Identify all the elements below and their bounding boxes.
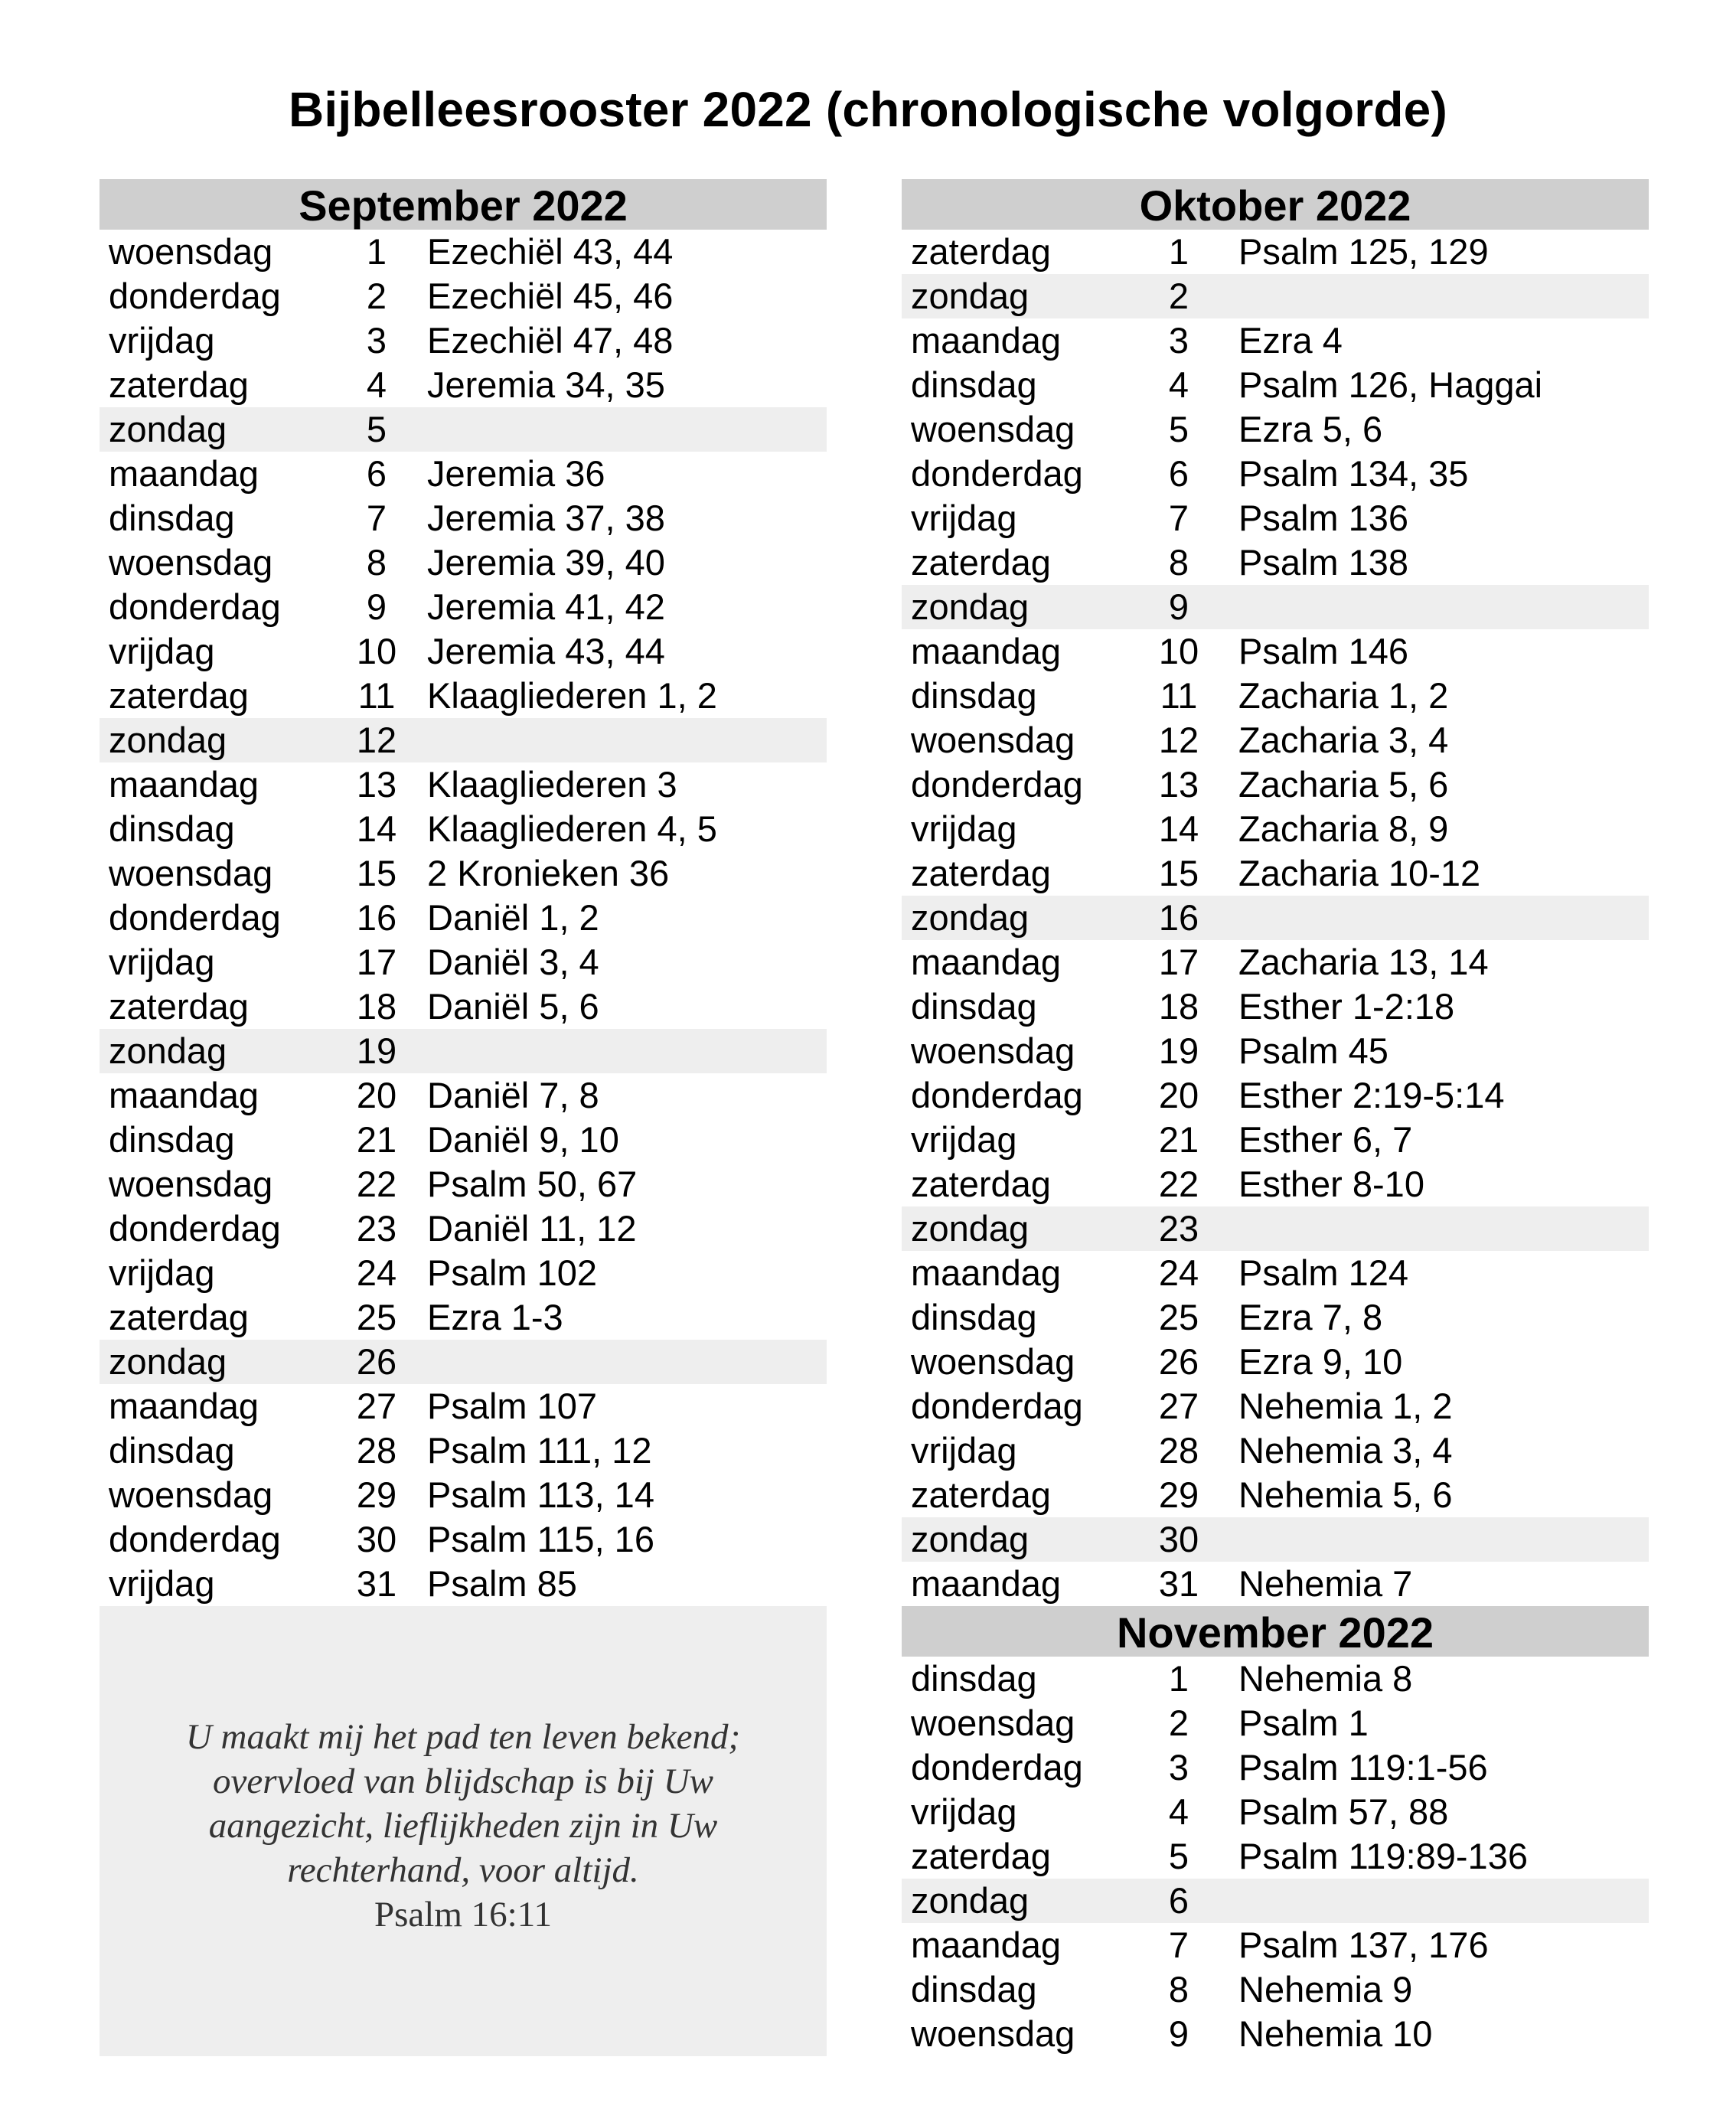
schedule-row bbox=[902, 807, 1649, 851]
date-number: 26 bbox=[1158, 1341, 1199, 1382]
schedule-row bbox=[902, 629, 1649, 674]
bible-reading: Jeremia 41, 42 bbox=[427, 586, 665, 627]
schedule-row bbox=[100, 896, 827, 940]
date-number: 5 bbox=[366, 409, 387, 449]
bible-reading: Jeremia 43, 44 bbox=[427, 631, 665, 671]
date-number: 3 bbox=[1168, 1747, 1189, 1788]
schedule-row bbox=[902, 1834, 1649, 1879]
schedule-row bbox=[902, 1790, 1649, 1834]
schedule-row bbox=[100, 1517, 827, 1562]
date-number: 1 bbox=[1168, 231, 1189, 272]
date-number: 16 bbox=[356, 897, 397, 938]
bible-reading: Daniël 5, 6 bbox=[427, 986, 599, 1027]
bible-reading: Esther 8-10 bbox=[1238, 1164, 1424, 1204]
date-number: 8 bbox=[366, 542, 387, 583]
date-number: 17 bbox=[356, 942, 397, 982]
bible-reading: Psalm 107 bbox=[427, 1386, 598, 1426]
schedule-row bbox=[902, 540, 1649, 585]
schedule-row bbox=[902, 896, 1649, 940]
date-number: 10 bbox=[1158, 631, 1199, 671]
weekday-label: zaterdag bbox=[109, 1297, 249, 1337]
bible-reading: Psalm 125, 129 bbox=[1238, 231, 1489, 272]
schedule-row bbox=[100, 407, 827, 452]
bible-reading: Psalm 50, 67 bbox=[427, 1164, 638, 1204]
schedule-row bbox=[902, 1967, 1649, 2012]
bible-reading: Psalm 57, 88 bbox=[1238, 1791, 1449, 1832]
date-number: 28 bbox=[356, 1430, 397, 1471]
bible-reading: Klaagliederen 3 bbox=[427, 764, 677, 805]
schedule-row bbox=[902, 1251, 1649, 1295]
schedule-row bbox=[902, 674, 1649, 718]
date-number: 1 bbox=[1168, 1658, 1189, 1699]
schedule-row bbox=[902, 1562, 1649, 1606]
date-number: 31 bbox=[1158, 1563, 1199, 1604]
date-number: 6 bbox=[1168, 1880, 1189, 1921]
weekday-label: zaterdag bbox=[109, 675, 249, 716]
date-number: 9 bbox=[366, 586, 387, 627]
weekday-label: dinsdag bbox=[109, 1430, 235, 1471]
weekday-label: vrijdag bbox=[911, 1791, 1017, 1832]
weekday-label: maandag bbox=[911, 1252, 1061, 1293]
date-number: 5 bbox=[1168, 409, 1189, 449]
quote-line: rechterhand, voor altijd. bbox=[287, 1850, 639, 1890]
weekday-label: zondag bbox=[911, 1208, 1030, 1249]
schedule-row bbox=[902, 718, 1649, 762]
weekday-label: maandag bbox=[109, 764, 259, 805]
weekday-label: maandag bbox=[911, 1563, 1061, 1604]
date-number: 12 bbox=[1158, 720, 1199, 760]
bible-reading: Daniël 11, 12 bbox=[427, 1208, 637, 1249]
schedule-row bbox=[100, 274, 827, 318]
schedule-row bbox=[902, 274, 1649, 318]
weekday-label: dinsdag bbox=[911, 1658, 1037, 1699]
schedule-row bbox=[902, 585, 1649, 629]
schedule-row bbox=[100, 1029, 827, 1073]
month-oktober bbox=[902, 179, 1649, 1606]
date-number: 11 bbox=[357, 675, 396, 716]
quote-line: overvloed van blijdschap is bij Uw bbox=[213, 1761, 713, 1801]
date-number: 14 bbox=[356, 808, 397, 849]
weekday-label: vrijdag bbox=[109, 1563, 215, 1604]
bible-reading: Ezra 4 bbox=[1238, 320, 1343, 361]
date-number: 16 bbox=[1158, 897, 1199, 938]
weekday-label: maandag bbox=[911, 320, 1061, 361]
schedule-row bbox=[100, 1562, 827, 1606]
bible-reading: Zacharia 8, 9 bbox=[1238, 808, 1449, 849]
bible-reading: Psalm 111, 12 bbox=[427, 1430, 652, 1471]
schedule-row bbox=[100, 318, 827, 363]
bible-reading: Psalm 115, 16 bbox=[427, 1519, 654, 1559]
weekday-label: woensdag bbox=[911, 409, 1075, 449]
date-number: 15 bbox=[1158, 853, 1199, 893]
schedule-row bbox=[902, 1517, 1649, 1562]
bible-reading: Ezechiël 47, 48 bbox=[427, 320, 674, 361]
date-number: 5 bbox=[1168, 1836, 1189, 1876]
bible-reading: Jeremia 39, 40 bbox=[427, 542, 665, 583]
page-title: Bijbelleesrooster 2022 (chronologische volgorde) bbox=[288, 82, 1447, 137]
weekday-label: vrijdag bbox=[911, 498, 1017, 538]
weekday-label: zondag bbox=[911, 276, 1030, 316]
bible-reading: 2 Kronieken 36 bbox=[427, 853, 670, 893]
date-number: 29 bbox=[1158, 1474, 1199, 1515]
date-number: 3 bbox=[366, 320, 387, 361]
date-number: 2 bbox=[1168, 1703, 1189, 1743]
bible-reading: Jeremia 34, 35 bbox=[427, 364, 665, 405]
bible-reading: Psalm 45 bbox=[1238, 1030, 1388, 1071]
schedule-row bbox=[902, 1073, 1649, 1118]
bible-reading: Zacharia 1, 2 bbox=[1238, 675, 1449, 716]
bible-reading: Daniël 7, 8 bbox=[427, 1075, 599, 1115]
schedule-row bbox=[902, 407, 1649, 452]
schedule-row bbox=[902, 1162, 1649, 1206]
bible-reading: Psalm 126, Haggai bbox=[1238, 364, 1543, 405]
schedule-row bbox=[902, 1206, 1649, 1251]
weekday-label: maandag bbox=[109, 453, 259, 494]
schedule-row bbox=[902, 1879, 1649, 1923]
weekday-label: zaterdag bbox=[911, 542, 1051, 583]
month-header-november: November 2022 bbox=[902, 1606, 1649, 1657]
date-number: 18 bbox=[1158, 986, 1199, 1027]
date-number: 21 bbox=[356, 1119, 397, 1160]
date-number: 4 bbox=[1168, 1791, 1189, 1832]
bible-reading: Ezra 9, 10 bbox=[1238, 1341, 1403, 1382]
date-number: 6 bbox=[1168, 453, 1189, 494]
schedule-row bbox=[100, 1295, 827, 1340]
bible-reading: Psalm 1 bbox=[1238, 1703, 1369, 1743]
date-number: 13 bbox=[1158, 764, 1199, 805]
weekday-label: vrijdag bbox=[109, 320, 215, 361]
schedule-row bbox=[902, 762, 1649, 807]
date-number: 22 bbox=[1158, 1164, 1199, 1204]
schedule-row bbox=[100, 1162, 827, 1206]
weekday-label: maandag bbox=[911, 1925, 1061, 1965]
schedule-row bbox=[100, 1428, 827, 1473]
weekday-label: woensdag bbox=[911, 2013, 1075, 2054]
weekday-label: donderdag bbox=[109, 276, 281, 316]
weekday-label: woensdag bbox=[109, 1164, 273, 1204]
schedule-row bbox=[100, 851, 827, 896]
weekday-label: donderdag bbox=[911, 1386, 1083, 1426]
bible-reading: Zacharia 5, 6 bbox=[1238, 764, 1449, 805]
weekday-label: zaterdag bbox=[911, 1164, 1051, 1204]
bible-reading: Psalm 138 bbox=[1238, 542, 1409, 583]
date-number: 20 bbox=[1158, 1075, 1199, 1115]
weekday-label: zondag bbox=[109, 409, 227, 449]
date-number: 27 bbox=[1158, 1386, 1199, 1426]
date-number: 18 bbox=[356, 986, 397, 1027]
schedule-row bbox=[902, 1118, 1649, 1162]
schedule-row bbox=[902, 1745, 1649, 1790]
date-number: 2 bbox=[366, 276, 387, 316]
quote-line: U maakt mij het pad ten leven bekend; bbox=[185, 1717, 741, 1757]
schedule-rows-september bbox=[100, 230, 827, 1606]
date-number: 8 bbox=[1168, 1969, 1189, 2010]
bible-reading: Nehemia 3, 4 bbox=[1238, 1430, 1453, 1471]
quote-box bbox=[100, 1606, 827, 2056]
date-number: 3 bbox=[1168, 320, 1189, 361]
date-number: 1 bbox=[366, 231, 387, 272]
date-number: 13 bbox=[356, 764, 397, 805]
weekday-label: woensdag bbox=[911, 720, 1075, 760]
date-number: 17 bbox=[1158, 942, 1199, 982]
schedule-row bbox=[100, 1340, 827, 1384]
quote-line: aangezicht, lieflijkheden zijn in Uw bbox=[208, 1806, 718, 1846]
weekday-label: zondag bbox=[911, 1880, 1030, 1921]
schedule-row bbox=[100, 452, 827, 496]
weekday-label: dinsdag bbox=[109, 1119, 235, 1160]
bible-reading: Nehemia 8 bbox=[1238, 1658, 1413, 1699]
weekday-label: zondag bbox=[911, 586, 1030, 627]
date-number: 31 bbox=[356, 1563, 397, 1604]
weekday-label: zaterdag bbox=[911, 231, 1051, 272]
date-number: 2 bbox=[1168, 276, 1189, 316]
bible-reading: Daniël 9, 10 bbox=[427, 1119, 619, 1160]
date-number: 23 bbox=[356, 1208, 397, 1249]
bible-reading: Klaagliederen 4, 5 bbox=[427, 808, 717, 849]
date-number: 24 bbox=[1158, 1252, 1199, 1293]
schedule-row bbox=[100, 718, 827, 762]
weekday-label: donderdag bbox=[109, 1208, 281, 1249]
weekday-label: donderdag bbox=[911, 453, 1083, 494]
date-number: 12 bbox=[356, 720, 397, 760]
date-number: 21 bbox=[1158, 1119, 1199, 1160]
month-september bbox=[100, 179, 827, 1606]
date-number: 6 bbox=[366, 453, 387, 494]
weekday-label: donderdag bbox=[911, 764, 1083, 805]
date-number: 26 bbox=[356, 1341, 397, 1382]
date-number: 20 bbox=[356, 1075, 397, 1115]
date-number: 25 bbox=[1158, 1297, 1199, 1337]
weekday-label: donderdag bbox=[911, 1747, 1083, 1788]
schedule-row bbox=[902, 363, 1649, 407]
quote-reference: Psalm 16:11 bbox=[374, 1895, 552, 1935]
weekday-label: donderdag bbox=[911, 1075, 1083, 1115]
schedule-row bbox=[902, 1340, 1649, 1384]
schedule-row bbox=[902, 851, 1649, 896]
bible-reading: Psalm 113, 14 bbox=[427, 1474, 654, 1515]
schedule-row bbox=[902, 1295, 1649, 1340]
date-number: 22 bbox=[356, 1164, 397, 1204]
bible-reading: Psalm 102 bbox=[427, 1252, 598, 1293]
weekday-label: dinsdag bbox=[911, 675, 1037, 716]
bible-reading: Ezra 1-3 bbox=[427, 1297, 563, 1337]
month-header-september: September 2022 bbox=[100, 179, 827, 230]
schedule-row bbox=[100, 629, 827, 674]
schedule-row bbox=[100, 1251, 827, 1295]
bible-reading: Ezra 5, 6 bbox=[1238, 409, 1383, 449]
schedule-rows-oktober bbox=[902, 230, 1649, 1606]
bible-reading: Zacharia 3, 4 bbox=[1238, 720, 1449, 760]
schedule-row bbox=[100, 230, 827, 274]
date-number: 8 bbox=[1168, 542, 1189, 583]
weekday-label: zaterdag bbox=[911, 1836, 1051, 1876]
weekday-label: woensdag bbox=[109, 231, 273, 272]
bible-reading: Ezechiël 45, 46 bbox=[427, 276, 674, 316]
bible-reading: Jeremia 36 bbox=[427, 453, 605, 494]
bible-reading: Psalm 119:89-136 bbox=[1238, 1836, 1528, 1876]
weekday-label: zaterdag bbox=[911, 1474, 1051, 1515]
weekday-label: dinsdag bbox=[109, 498, 235, 538]
weekday-label: vrijdag bbox=[109, 1252, 215, 1293]
schedule-row bbox=[902, 2012, 1649, 2056]
weekday-label: vrijdag bbox=[109, 631, 215, 671]
date-number: 11 bbox=[1160, 675, 1198, 716]
schedule-row bbox=[902, 1657, 1649, 1701]
bible-reading: Nehemia 5, 6 bbox=[1238, 1474, 1453, 1515]
weekday-label: donderdag bbox=[109, 897, 281, 938]
date-number: 27 bbox=[356, 1386, 397, 1426]
schedule-row bbox=[902, 940, 1649, 984]
weekday-label: zaterdag bbox=[109, 986, 249, 1027]
date-number: 23 bbox=[1158, 1208, 1199, 1249]
schedule-row bbox=[902, 1428, 1649, 1473]
schedule-row bbox=[100, 940, 827, 984]
schedule-row bbox=[902, 1473, 1649, 1517]
weekday-label: vrijdag bbox=[109, 942, 215, 982]
weekday-label: maandag bbox=[109, 1386, 259, 1426]
weekday-label: woensdag bbox=[911, 1030, 1075, 1071]
bible-reading: Klaagliederen 1, 2 bbox=[427, 675, 717, 716]
bible-reading: Ezra 7, 8 bbox=[1238, 1297, 1383, 1337]
quote-text bbox=[100, 1715, 827, 1937]
weekday-label: donderdag bbox=[109, 1519, 281, 1559]
date-number: 15 bbox=[356, 853, 397, 893]
bible-reading: Nehemia 7 bbox=[1238, 1563, 1413, 1604]
bible-reading: Nehemia 10 bbox=[1238, 2013, 1433, 2054]
weekday-label: maandag bbox=[109, 1075, 259, 1115]
date-number: 10 bbox=[356, 631, 397, 671]
date-number: 7 bbox=[1168, 498, 1189, 538]
schedule-row bbox=[100, 1384, 827, 1428]
date-number: 4 bbox=[1168, 364, 1189, 405]
schedule-row bbox=[100, 1118, 827, 1162]
month-header-oktober: Oktober 2022 bbox=[902, 179, 1649, 230]
bible-reading: Esther 2:19-5:14 bbox=[1238, 1075, 1505, 1115]
date-number: 9 bbox=[1168, 586, 1189, 627]
schedule-row bbox=[100, 585, 827, 629]
bible-reading: Daniël 3, 4 bbox=[427, 942, 599, 982]
weekday-label: donderdag bbox=[109, 586, 281, 627]
bible-reading: Ezechiël 43, 44 bbox=[427, 231, 674, 272]
weekday-label: vrijdag bbox=[911, 808, 1017, 849]
date-number: 9 bbox=[1168, 2013, 1189, 2054]
schedule-row bbox=[100, 540, 827, 585]
date-number: 19 bbox=[356, 1030, 397, 1071]
weekday-label: zondag bbox=[911, 1519, 1030, 1559]
date-number: 7 bbox=[1168, 1925, 1189, 1965]
weekday-label: woensdag bbox=[911, 1341, 1075, 1382]
weekday-label: dinsdag bbox=[911, 1969, 1037, 2010]
weekday-label: zondag bbox=[109, 720, 227, 760]
schedule-row bbox=[902, 1384, 1649, 1428]
bible-reading: Zacharia 10-12 bbox=[1238, 853, 1481, 893]
bible-reading: Psalm 85 bbox=[427, 1563, 577, 1604]
weekday-label: dinsdag bbox=[911, 1297, 1037, 1337]
schedule-row bbox=[100, 807, 827, 851]
schedule-row bbox=[902, 230, 1649, 274]
bible-reading: Psalm 137, 176 bbox=[1238, 1925, 1489, 1965]
bible-reading: Jeremia 37, 38 bbox=[427, 498, 665, 538]
schedule-row bbox=[902, 452, 1649, 496]
weekday-label: vrijdag bbox=[911, 1119, 1017, 1160]
weekday-label: vrijdag bbox=[911, 1430, 1017, 1471]
bible-reading: Nehemia 9 bbox=[1238, 1969, 1413, 2010]
weekday-label: zondag bbox=[109, 1030, 227, 1071]
schedule-row bbox=[100, 674, 827, 718]
september-column bbox=[100, 179, 827, 1606]
weekday-label: zondag bbox=[109, 1341, 227, 1382]
schedule-row bbox=[100, 496, 827, 540]
weekday-label: zondag bbox=[911, 897, 1030, 938]
schedule-row bbox=[902, 318, 1649, 363]
schedule-row bbox=[100, 1206, 827, 1251]
bible-reading: Esther 6, 7 bbox=[1238, 1119, 1413, 1160]
bible-reading: Psalm 124 bbox=[1238, 1252, 1409, 1293]
weekday-label: woensdag bbox=[109, 1474, 273, 1515]
schedule-row bbox=[902, 1701, 1649, 1745]
schedule-row bbox=[902, 496, 1649, 540]
weekday-label: dinsdag bbox=[911, 364, 1037, 405]
bible-reading: Zacharia 13, 14 bbox=[1238, 942, 1489, 982]
date-number: 28 bbox=[1158, 1430, 1199, 1471]
weekday-label: woensdag bbox=[109, 853, 273, 893]
schedule-row bbox=[100, 762, 827, 807]
date-number: 14 bbox=[1158, 808, 1199, 849]
schedule-row bbox=[902, 1029, 1649, 1073]
date-number: 7 bbox=[366, 498, 387, 538]
weekday-label: woensdag bbox=[109, 542, 273, 583]
date-number: 29 bbox=[356, 1474, 397, 1515]
date-number: 4 bbox=[366, 364, 387, 405]
schedule-row bbox=[100, 1473, 827, 1517]
weekday-label: maandag bbox=[911, 631, 1061, 671]
bible-reading: Daniël 1, 2 bbox=[427, 897, 599, 938]
bible-reading: Psalm 134, 35 bbox=[1238, 453, 1469, 494]
weekday-label: maandag bbox=[911, 942, 1061, 982]
date-number: 24 bbox=[356, 1252, 397, 1293]
schedule-row bbox=[902, 1923, 1649, 1967]
bible-reading: Nehemia 1, 2 bbox=[1238, 1386, 1453, 1426]
oktober-november-column bbox=[902, 179, 1649, 2056]
weekday-label: zaterdag bbox=[109, 364, 249, 405]
bible-reading: Psalm 136 bbox=[1238, 498, 1409, 538]
bible-reading: Psalm 146 bbox=[1238, 631, 1409, 671]
date-number: 30 bbox=[356, 1519, 397, 1559]
date-number: 25 bbox=[356, 1297, 397, 1337]
weekday-label: dinsdag bbox=[109, 808, 235, 849]
weekday-label: dinsdag bbox=[911, 986, 1037, 1027]
date-number: 30 bbox=[1158, 1519, 1199, 1559]
schedule-row bbox=[100, 984, 827, 1029]
schedule-row bbox=[100, 363, 827, 407]
schedule-row bbox=[902, 984, 1649, 1029]
bible-reading: Psalm 119:1-56 bbox=[1238, 1747, 1488, 1788]
schedule-row bbox=[100, 1073, 827, 1118]
bible-reading: Esther 1-2:18 bbox=[1238, 986, 1455, 1027]
date-number: 19 bbox=[1158, 1030, 1199, 1071]
weekday-label: woensdag bbox=[911, 1703, 1075, 1743]
schedule-rows-november bbox=[902, 1657, 1649, 2056]
weekday-label: zaterdag bbox=[911, 853, 1051, 893]
month-november bbox=[902, 1606, 1649, 2056]
